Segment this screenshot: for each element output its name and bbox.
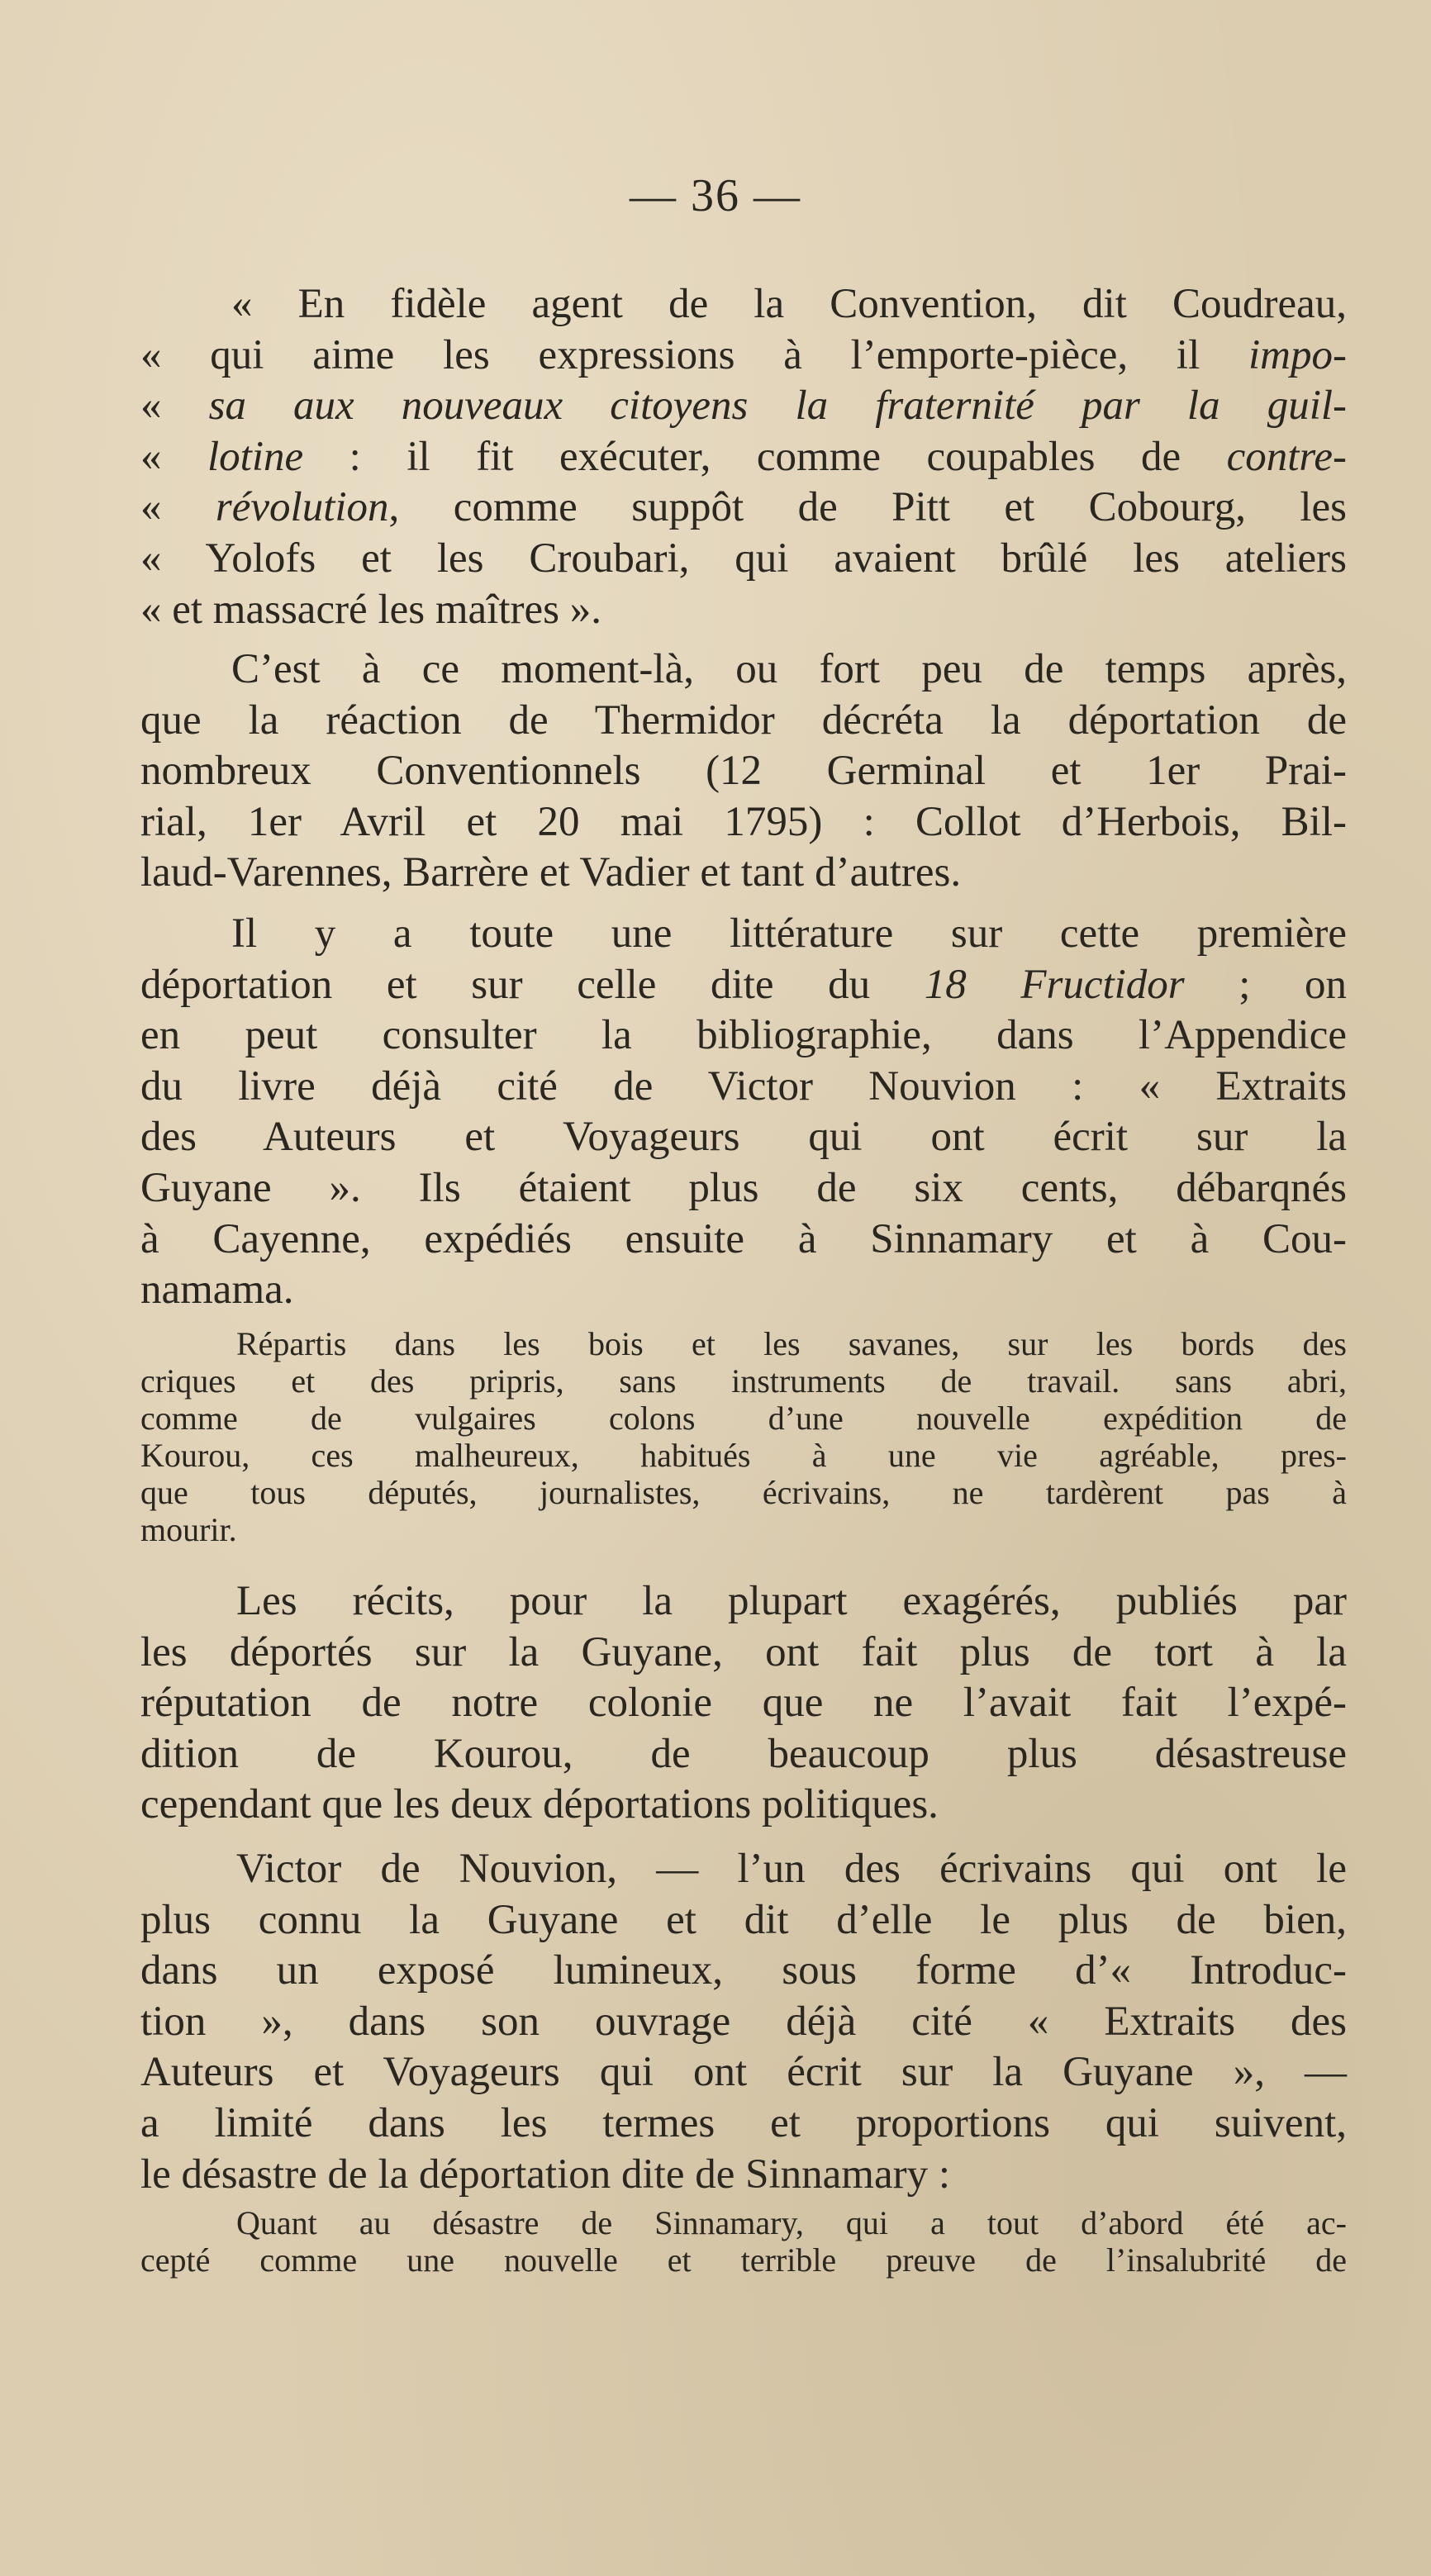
text-line: cepté comme une nouvelle et terrible preuve de l’insalubrité de — [140, 2241, 1347, 2279]
text-line: Guyane ». Ils étaient plus de six cents, débarqnés — [140, 1164, 1347, 1211]
text-line: Victor de Nouvion, — l’un des écrivains qui ont le — [236, 1846, 1347, 1892]
text-line: Il y a toute une littérature sur cette première — [231, 910, 1347, 957]
paragraph-litterature — [140, 909, 1347, 1316]
text-line: « En fidèle agent de la Convention, dit Coudreau, — [231, 281, 1347, 327]
text-line: dition de Kourou, de beaucoup plus désastreuse — [140, 1730, 1347, 1777]
text-line: mourir. — [140, 1511, 237, 1548]
paragraph-repartis — [140, 1325, 1347, 1548]
text-line: Répartis dans les bois et les savanes, sur les bords des — [236, 1325, 1347, 1362]
text-line: des Auteurs et Voyageurs qui ont écrit sur la — [140, 1114, 1347, 1161]
text-line: à Cayenne, expédiés ensuite à Sinnamary et à Cou- — [140, 1215, 1347, 1262]
text-line: « et massacré les maîtres ». — [140, 586, 601, 633]
text-line: déportation et sur celle dite du 18 Fructidor ; on — [140, 961, 1348, 1008]
page-number: — 36 — — [630, 170, 801, 221]
text-line: rial, 1er Avril et 20 mai 1795) : Collot d’Herbois, Bil- — [140, 798, 1347, 845]
text-line: tion », dans son ouvrage déjà cité « Extraits des — [140, 1998, 1347, 2045]
text-line: Les récits, pour la plupart exagérés, publiés par — [236, 1578, 1347, 1624]
text-line: « sa aux nouveaux citoyens la fraternité par la guil- — [140, 383, 1348, 430]
text-line: réputation de notre colonie que ne l’avait fait l’expé- — [140, 1680, 1347, 1727]
text-line: comme de vulgaires colons d’une nouvelle expédition de — [140, 1400, 1347, 1437]
text-line: cependant que les deux déportations politiques. — [140, 1781, 939, 1828]
text-line: namama. — [140, 1267, 294, 1314]
paragraph-nouvion — [140, 1844, 1347, 2200]
paragraph-thermidor — [140, 644, 1347, 899]
text-line: C’est à ce moment-là, ou fort peu de temps après, — [231, 646, 1347, 692]
text-line: « lotine : il fit exécuter, comme coupables de contre- — [140, 433, 1347, 480]
text-line: nombreux Conventionnels (12 Germinal et 1er Prai- — [140, 748, 1347, 795]
text-line: que la réaction de Thermidor décréta la déportation de — [140, 696, 1347, 744]
text-line: plus connu la Guyane et dit d’elle le plus de bien, — [140, 1896, 1347, 1943]
paragraph-recits — [140, 1576, 1347, 1831]
text-line: a limité dans les termes et proportions qui suivent, — [140, 2099, 1347, 2146]
text-line: « Yolofs et les Croubari, qui avaient brûlé les ateliers — [140, 535, 1347, 582]
text-line: Auteurs et Voyageurs qui ont écrit sur la Guyane », — — [140, 2049, 1347, 2096]
text-line: du livre déjà cité de Victor Nouvion : « Extraits — [140, 1062, 1347, 1110]
text-line: le désastre de la déportation dite de Sinnamary : — [140, 2151, 951, 2198]
text-line: « révolution, comme suppôt de Pitt et Cobourg, les — [140, 484, 1347, 531]
text-line: les déportés sur la Guyane, ont fait plus de tort à la — [140, 1628, 1347, 1675]
text-line: « qui aime les expressions à l’emporte-pièce, il impo- — [140, 331, 1347, 378]
text-line: dans un exposé lumineux, sous forme d’« Introduc- — [140, 1947, 1347, 1994]
text-line: Quant au désastre de Sinnamary, qui a tout d’abord été ac- — [236, 2204, 1347, 2241]
paragraph-quant — [140, 2204, 1347, 2279]
text-line: en peut consulter la bibliographie, dans l’Appendice — [140, 1012, 1347, 1059]
text-line: Kourou, ces malheureux, habitués à une vie agréable, pres- — [140, 1437, 1347, 1474]
text-line: criques et des pripris, sans instruments de travail. sans abri, — [140, 1362, 1347, 1400]
text-line: laud-Varennes, Barrère et Vadier et tant d’autres. — [140, 849, 962, 896]
text-line: que tous députés, journalistes, écrivains, ne tardèrent pas à — [140, 1474, 1347, 1511]
paragraph-quote-coudreau — [140, 279, 1347, 635]
